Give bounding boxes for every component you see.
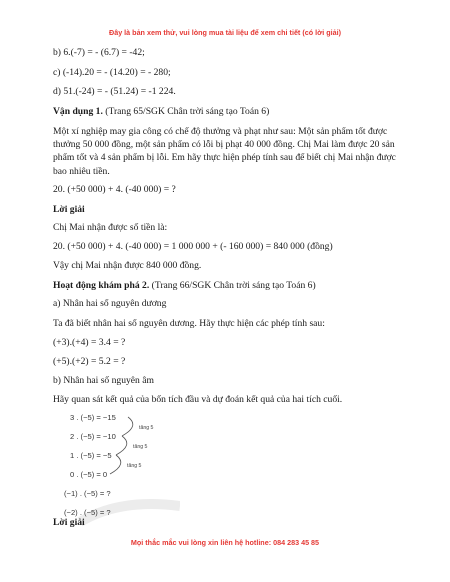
khampha-part-b-text: Hãy quan sát kết quả của bốn tích đầu và dự đoán kết quả của hai tích cuối. — [53, 394, 343, 405]
vandung-solution-calc: 20. (+50 000) + 4. (-40 000) = 1 000 000 + (- 160 000) = 840 000 (đồng) — [53, 241, 333, 252]
step-label-3: tăng 5 — [127, 463, 142, 469]
figure-row-5: (−1) . (−5) = ? — [64, 489, 111, 498]
solution-title-text: Lời giải — [53, 204, 85, 215]
vandung-title: Vận dụng 1. — [53, 106, 103, 117]
answer-c-line: c) (-14).20 = - (14.20) = - 280; — [53, 67, 171, 78]
vandung-solution-conclusion: Vậy chị Mai nhận được 840 000 đồng. — [53, 260, 202, 271]
step-arrow-3 — [110, 455, 121, 474]
figure-row-4: 0 . (−5) = 0 — [70, 470, 108, 479]
vandung-solution-intro: Chị Mai nhận được số tiền là: — [53, 222, 168, 233]
final-solution-title — [53, 516, 85, 529]
khampha-source: (Trang 66/SGK Chân trời sáng tạo Toán 6) — [151, 280, 316, 291]
vandung-expression: 20. (+50 000) + 4. (-40 000) = ? — [53, 184, 176, 195]
vandung-solution-title — [53, 203, 85, 216]
vandung-problem: Một xí nghiệp may gia công có chế độ thưởng và phạt như sau: Một sản phẩm tốt được thưởng 50 000 đồng, một sản phẩm có lỗi bị phạt 40 000 đồng. Chị Mai làm được 20 sản phẩm tốt và 4 sản phẩm bị lỗi. Em hãy thực hiện phép tính sau để biết chị Mai nhận được bao nhiêu tiền. — [53, 126, 396, 177]
khampha-part-a-text: Ta đã biết nhân hai số nguyên dương. Hãy thực hiện các phép tính sau: — [53, 318, 325, 329]
answer-d-line: d) 51.(-24) = - (51.24) = -1 224. — [53, 86, 176, 97]
figure-row-3: 1 . (−5) = −5 — [70, 451, 112, 460]
footer-banner: Mọi thắc mắc vui lòng xin liên hệ hotline: 084 283 45 85 — [130, 538, 320, 547]
answer-b-line: b) 6.(-7) = - (6.7) = -42; — [53, 47, 145, 58]
final-solution-title-text: Lời giải — [53, 517, 85, 528]
vandung-source: (Trang 65/SGK Chân trời sáng tạo Toán 6) — [105, 106, 270, 117]
step-label-1: tăng 5 — [139, 425, 154, 431]
step-label-2: tăng 5 — [133, 444, 148, 450]
khampha-calc-2: (+5).(+2) = 5.2 = ? — [53, 356, 126, 367]
step-arrow-1 — [122, 417, 133, 436]
multiplication-pattern-svg — [60, 410, 180, 528]
vandung-heading — [53, 105, 269, 118]
khampha-title: Hoạt động khám phá 2. — [53, 280, 150, 291]
figure-row-6: (−2) . (−5) = ? — [64, 508, 111, 517]
header-banner: Đây là bản xem thử, vui lòng mua tài liệu để xem chi tiết (có lời giải) — [109, 28, 341, 37]
step-arrow-2 — [116, 436, 127, 455]
khampha-calc-1: (+3).(+4) = 3.4 = ? — [53, 337, 126, 348]
figure-row-1: 3 . (−5) = −15 — [70, 413, 116, 422]
khampha-part-b: b) Nhân hai số nguyên âm — [53, 375, 154, 386]
khampha-part-a: a) Nhân hai số nguyên dương — [53, 298, 167, 309]
figure-row-2: 2 . (−5) = −10 — [70, 432, 116, 441]
khampha-heading — [53, 279, 316, 292]
